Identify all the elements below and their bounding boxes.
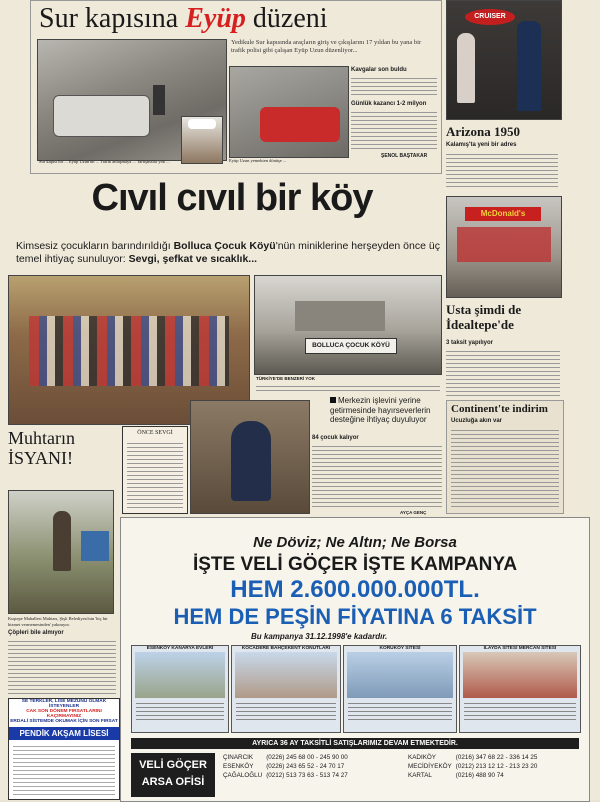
office-name-1: VELİ GÖÇER — [139, 759, 207, 771]
portrait-photo — [181, 116, 223, 164]
muhtar-photo — [8, 490, 114, 614]
caption-right: Eyüp Uzun yemekten dönüşe ... — [229, 158, 287, 163]
contact-place: ESENKÖY — [223, 763, 254, 770]
bullet-square — [330, 397, 336, 403]
arizona-photo — [446, 0, 562, 120]
project-name: KOCADERE BAHÇEKENT KONUTLARI — [241, 646, 331, 651]
school-line-3: ERDALİ SİSTEMDE OKUMAK İÇİN SON FIRSAT — [10, 719, 118, 724]
deck-part2: 'nün miniklerine herşeyden önce üç temel ihtiyaç sunuluyor: — [16, 240, 440, 265]
top-byline: ŞENOL BAŞTAKAR — [381, 153, 428, 159]
price-table — [236, 700, 336, 722]
arizona-subhead: Kalamış'ta yeni bir adres — [446, 142, 517, 148]
sign-caption: TÜRKİYE'DE BENZERİ YOK — [256, 376, 315, 381]
top-subhead-1: Kavgalar son buldu — [351, 67, 407, 73]
ad-line-1: Ne Döviz; Ne Altın; Ne Borsa — [253, 534, 457, 551]
text-block — [256, 383, 440, 393]
text-block — [451, 427, 559, 509]
contact-place: KADIKÖY — [408, 754, 436, 761]
ad-deadline: Bu kampanya 31.12.1998'e kadardır. — [251, 632, 388, 641]
mcdonalds-sign: McDonald's — [465, 207, 541, 221]
text-block — [312, 443, 442, 509]
text-block — [127, 440, 183, 508]
project-photo — [463, 652, 577, 698]
usta-headline: Usta şimdi de İdealtepe'de — [446, 302, 522, 332]
arizona-story — [446, 0, 560, 190]
office-box — [131, 753, 215, 797]
police-cap-shape — [188, 119, 216, 129]
project-photo — [135, 652, 225, 698]
deck-bold: Bolluca Çocuk Köyü — [173, 240, 276, 252]
main-headline: Cıvıl cıvıl bir köy — [91, 177, 373, 219]
contact-place: ÇINARCIK — [223, 754, 254, 761]
contact-phone: (0216) 488 90 74 — [455, 772, 504, 779]
muhtar-story — [8, 428, 120, 468]
person-shape — [153, 85, 165, 115]
muhtar-subhead: Çöpleri bile almıyor — [8, 630, 64, 636]
project-card-4 — [459, 645, 581, 733]
gate-photo-right — [229, 66, 349, 158]
contact-phone: (0216) 347 68 22 - 336 14 25 — [455, 754, 538, 761]
figure-shape — [231, 421, 271, 501]
village-photo — [254, 275, 442, 375]
text-block — [351, 75, 437, 97]
main-byline: AYÇA GENÇ — [400, 510, 427, 515]
headline-part2: düzeni — [252, 3, 328, 34]
text-block — [351, 109, 437, 151]
project-card-1 — [131, 645, 229, 733]
deck-part1: Kimsesiz çocukların barındırıldığı — [16, 240, 171, 252]
mcdonalds-photo — [446, 196, 562, 298]
continent-story — [446, 400, 564, 514]
ad-line-2: İŞTE VELİ GÖÇER İŞTE KAMPANYA — [192, 554, 518, 575]
top-story — [30, 0, 442, 174]
project-name: İLAYDA SİTESİ MERCAN SİTESİ — [483, 646, 557, 651]
deck-bold2: Sevgi, şefkat ve sıcaklık... — [128, 253, 258, 265]
contact-place: ÇAĞALOĞLU — [223, 772, 263, 779]
figure-shape — [457, 33, 475, 103]
building-shape — [295, 301, 385, 331]
text-block — [446, 348, 560, 396]
school-line-1: SE TERKLER, LİSE MEZUNU OLMAK İSTEYENLER — [21, 699, 107, 709]
contacts-left — [221, 753, 350, 780]
cruiser-logo: CRUISER — [465, 9, 515, 25]
ad-footer-banner: AYRICA 36 AY TAKSİTLİ SATIŞLARIMIZ DEVAM ETMEKTEDİR. — [131, 738, 579, 749]
top-subhead-2: Günlük kazancı 1-2 milyon — [351, 101, 427, 107]
campaign-ad — [120, 517, 590, 802]
project-name: KORUKÖY SİTESİ — [379, 646, 421, 651]
project-card-3 — [343, 645, 457, 733]
office-name-2: ARSA OFİSİ — [141, 776, 205, 788]
continent-subhead: Ucuzluğa akın var — [451, 418, 503, 424]
price-table — [136, 700, 224, 722]
main-subhead: 84 çocuk kalıyor — [312, 435, 359, 441]
building-shape — [457, 227, 551, 262]
muhtar-headline-2: İSYANI! — [8, 448, 73, 468]
muhtar-headline-1: Muhtarın — [8, 428, 75, 448]
contact-phone: (0226) 245 68 00 - 245 90 00 — [266, 754, 348, 761]
main-deck — [16, 240, 441, 266]
figure-shape — [517, 21, 541, 111]
pull-quote-text: Merkezin işlevini yerine getirmesinde hayırseverlerin desteğine ihtiyaç duyuluyor — [330, 396, 431, 424]
contact-phone: (0226) 243 65 52 - 24 70 17 — [266, 763, 345, 770]
school-line-2: CAK SON DÖNEM FIRSATLARINI KAÇIRMAYINIZ — [26, 709, 102, 719]
project-name: ESENKÖY KANARYA EVLERİ — [146, 646, 214, 651]
text-block — [13, 743, 115, 795]
once-sevgi-box — [122, 426, 188, 514]
text-block — [8, 638, 116, 694]
price-table — [348, 700, 452, 722]
school-brand: PENDİK AKŞAM LİSESİ — [9, 727, 119, 740]
house-shape — [81, 531, 109, 561]
muhtar-caption: Kuştepe Mahallesi Muhtarı, Şişli Belediyesi'nin 'hiç bir hizmet vermemesinden' yakınıyor. — [8, 616, 108, 627]
project-photo — [347, 652, 453, 698]
contacts-right — [406, 753, 539, 780]
contact-place: MECİDİYEKÖY — [408, 763, 452, 770]
ad-line-3: HEM 2.600.000.000TL. — [230, 576, 480, 603]
price-table — [464, 700, 576, 722]
top-story-headline — [39, 3, 328, 35]
school-ad — [8, 698, 120, 800]
red-car-shape — [260, 107, 340, 142]
usta-subhead: 3 taksit yapılıyor — [446, 340, 494, 346]
contact-place: KARTAL — [408, 772, 432, 779]
boy-photo — [190, 400, 310, 514]
children-group-shape — [29, 316, 229, 386]
continent-headline: Continent'te indirim — [451, 403, 548, 415]
village-sign: BOLLUCA ÇOCUK KÖYÜ — [305, 338, 397, 354]
headline-highlight: Eyüp — [185, 3, 246, 34]
caption-left: Sur kapısı bir ... Eyüp Uzun'un ... Trafik anlaşmaya ... Tartışmalar yok ... — [39, 159, 170, 164]
car-shape — [53, 95, 150, 137]
text-block — [446, 151, 558, 189]
contact-phone: (0212) 513 73 63 - 513 74 27 — [266, 772, 348, 779]
once-sevgi-title: ÖNCE SEVGİ — [137, 430, 173, 436]
pull-quote — [330, 396, 442, 425]
headline-part1: Sur kapısına — [39, 3, 179, 34]
top-story-deck: Yedikule Sur kapısında araçların giriş ve çıkışlarını 17 yıldan bu yana bir trafik polisi gibi çalışan Eyüp Uzun düzenliyor... — [231, 39, 422, 54]
project-card-2 — [231, 645, 341, 733]
figure-shape — [53, 511, 71, 571]
project-photo — [235, 652, 337, 698]
contact-phone: (0212) 213 12 12 - 213 23 20 — [455, 763, 538, 770]
ad-line-4: HEM DE PEŞİN FİYATINA 6 TAKSİT — [173, 604, 537, 629]
arizona-title: Arizona 1950 — [446, 124, 521, 139]
